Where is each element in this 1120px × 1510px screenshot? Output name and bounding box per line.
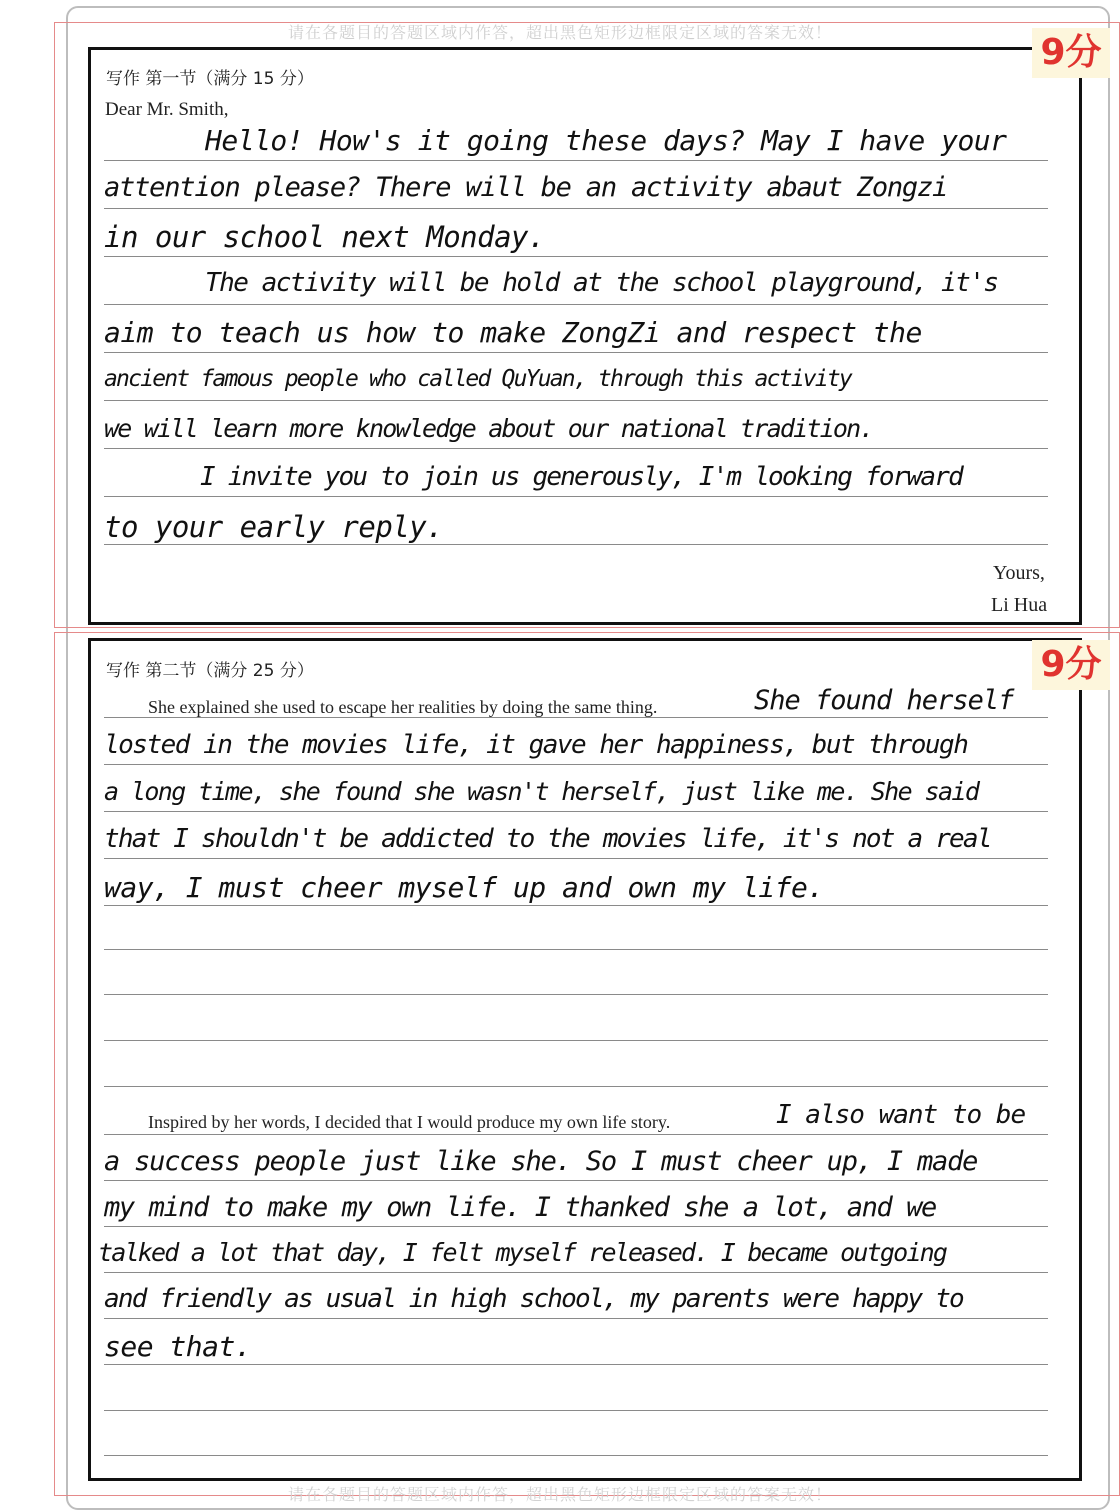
writing-line <box>104 1086 1048 1087</box>
writing-line <box>104 160 1048 161</box>
letter-signature: Li Hua <box>991 594 1048 616</box>
handwritten-line: She found herself <box>754 685 1014 716</box>
handwritten-line: that I shouldn't be addicted to the movies life, it's not a real <box>104 824 991 854</box>
writing-line <box>104 304 1048 305</box>
handwritten-line: way, I must cheer myself up and own my life. <box>104 871 824 904</box>
writing-line <box>104 1134 1048 1135</box>
section1-score-badge: 9分 <box>1032 28 1110 78</box>
writing-line <box>104 448 1048 449</box>
footer-notice: 请在各题目的答题区域内作答，超出黑色矩形边框限定区域的答案无效！ <box>287 1485 832 1504</box>
paragraph2-prompt: Inspired by her words, I decided that I would produce my own life story. <box>148 1112 671 1132</box>
handwritten-line: aim to teach us how to make ZongZi and respect the <box>104 316 922 349</box>
handwritten-line: losted in the movies life, it gave her happiness, but through <box>104 730 968 760</box>
writing-line <box>104 858 1048 859</box>
writing-line <box>104 1410 1048 1411</box>
handwritten-line: I invite you to join us generously, I'm looking forward <box>200 462 962 492</box>
handwritten-line: talked a lot that day, I felt myself released. I became outgoing <box>98 1238 947 1267</box>
writing-line <box>104 1226 1048 1227</box>
writing-line <box>104 544 1048 545</box>
writing-line <box>104 1364 1048 1365</box>
section2-score-badge: 9分 <box>1032 640 1110 690</box>
handwritten-line: we will learn more knowledge about our national tradition. <box>104 414 873 443</box>
writing-line <box>104 994 1048 995</box>
writing-line <box>104 1272 1048 1273</box>
paragraph1-prompt: She explained she used to escape her realities by doing the same thing. <box>148 697 658 717</box>
writing-line <box>104 1455 1048 1456</box>
header-notice: 请在各题目的答题区域内作答，超出黑色矩形边框限定区域的答案无效！ <box>287 23 832 42</box>
handwritten-line: and friendly as usual in high school, my parents were happy to <box>104 1284 963 1314</box>
writing-line <box>104 400 1048 401</box>
writing-line <box>104 496 1048 497</box>
handwritten-line: a success people just like she. So I must cheer up, I made <box>104 1146 978 1177</box>
writing-line <box>104 256 1048 257</box>
writing-line <box>104 352 1048 353</box>
section2-title: 写作 第二节（满分 25 分） <box>106 661 314 681</box>
handwritten-line: Hello! How's it going these days? May I have your <box>205 124 1007 157</box>
handwritten-line: to your early reply. <box>104 510 444 544</box>
writing-line <box>104 905 1048 906</box>
writing-line <box>104 1180 1048 1181</box>
handwritten-line: in our school next Monday. <box>104 220 545 254</box>
handwritten-line: The activity will be hold at the school playground, it's <box>205 268 998 298</box>
handwritten-line: see that. <box>104 1330 252 1363</box>
writing-line <box>104 949 1048 950</box>
writing-line <box>104 208 1048 209</box>
section1-title: 写作 第一节（满分 15 分） <box>106 69 314 89</box>
writing-line <box>104 764 1048 765</box>
writing-line <box>104 811 1048 812</box>
handwritten-line: I also want to be <box>776 1100 1026 1130</box>
handwritten-line: my mind to make my own life. I thanked she a lot, and we <box>104 1192 936 1223</box>
letter-salutation: Dear Mr. Smith, <box>105 99 229 120</box>
handwritten-line: a long time, she found she wasn't herself, just like me. She said <box>104 777 979 806</box>
handwritten-line: ancient famous people who called QuYuan, through this activity <box>104 366 851 392</box>
letter-closing: Yours, <box>993 562 1045 584</box>
writing-line <box>104 1318 1048 1319</box>
handwritten-line: attention please? There will be an activity abaut Zongzi <box>104 172 948 203</box>
writing-line <box>104 1040 1048 1041</box>
